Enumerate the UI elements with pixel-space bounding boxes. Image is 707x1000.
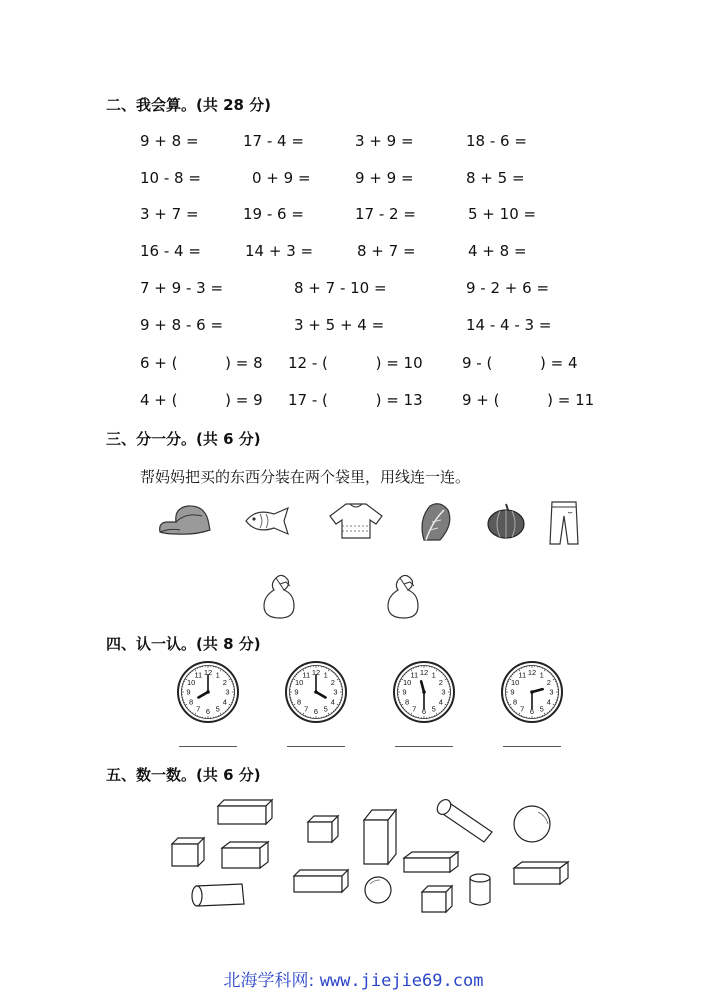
clock-number: 11 xyxy=(410,670,419,680)
clock-number: 7 xyxy=(412,704,417,714)
clock-number: 6 xyxy=(421,707,427,717)
equation: 8 + 7 - 10 = xyxy=(294,279,387,297)
equation: 4 + ( ) = 9 xyxy=(140,391,263,409)
clock-number: 12 xyxy=(419,668,429,678)
sweater-icon[interactable] xyxy=(326,500,386,540)
equation: 7 + 9 - 3 = xyxy=(140,279,224,297)
cuboid-icon xyxy=(364,810,396,864)
clock-icon xyxy=(177,661,239,723)
clock-number: 11 xyxy=(302,670,311,680)
solid-shapes-figure xyxy=(160,792,580,918)
clock-number: 1 xyxy=(431,670,436,680)
clock-number: 2 xyxy=(330,677,335,687)
cuboid-icon xyxy=(294,870,348,892)
clock-number: 4 xyxy=(438,697,443,707)
clock-number: 3 xyxy=(549,687,554,697)
clock-number: 12 xyxy=(527,668,537,678)
clock-number: 5 xyxy=(431,704,436,714)
clock-number: 1 xyxy=(215,670,220,680)
equation: 17 - ( ) = 13 xyxy=(288,391,423,409)
footer-url[interactable]: www.jiejie69.com xyxy=(319,971,484,991)
section-5-title: 五、数一数。(共 6 分) xyxy=(106,766,261,784)
clock-number: 12 xyxy=(311,668,321,678)
cylinder-icon xyxy=(192,884,244,906)
clock-number: 9 xyxy=(294,687,299,697)
clock-icon xyxy=(501,661,563,723)
pants-icon[interactable] xyxy=(548,500,580,546)
section-3-title: 三、分一分。(共 6 分) xyxy=(106,430,261,448)
equation: 9 - 2 + 6 = xyxy=(466,279,550,297)
clock-number: 8 xyxy=(405,697,410,707)
equation: 9 - ( ) = 4 xyxy=(462,354,578,372)
clock-number: 1 xyxy=(539,670,544,680)
clock-number: 3 xyxy=(225,687,230,697)
equation: 4 + 8 = xyxy=(468,242,527,260)
clock-number: 9 xyxy=(186,687,191,697)
equation: 9 + 8 - 6 = xyxy=(140,316,224,334)
equation: 14 - 4 - 3 = xyxy=(466,316,552,334)
footer xyxy=(0,966,707,991)
equation: 17 - 4 = xyxy=(243,132,304,150)
clock-number: 5 xyxy=(539,704,544,714)
clock-number: 3 xyxy=(441,687,446,697)
equation: 3 + 9 = xyxy=(355,132,414,150)
clock-number: 5 xyxy=(215,704,220,714)
clock-number: 8 xyxy=(513,697,518,707)
equation: 8 + 7 = xyxy=(357,242,416,260)
equation: 16 - 4 = xyxy=(140,242,201,260)
clock-number: 4 xyxy=(330,697,335,707)
cube-icon xyxy=(308,816,338,842)
answer-line[interactable] xyxy=(179,746,237,747)
answer-line[interactable] xyxy=(503,746,561,747)
clock-number: 7 xyxy=(196,704,201,714)
equation: 3 + 5 + 4 = xyxy=(294,316,385,334)
clock-number: 7 xyxy=(520,704,525,714)
cuboid-icon xyxy=(218,800,272,824)
equation: 12 - ( ) = 10 xyxy=(288,354,423,372)
equation: 9 + ( ) = 11 xyxy=(462,391,595,409)
clock-number: 6 xyxy=(205,707,211,717)
cuboid-icon xyxy=(222,842,268,868)
equation: 3 + 7 = xyxy=(140,205,199,223)
cylinder-icon xyxy=(434,797,492,842)
clock-number: 4 xyxy=(546,697,551,707)
section-3-instruction: 帮妈妈把买的东西分装在两个袋里，用线连一连。 xyxy=(140,468,471,486)
clock-number: 2 xyxy=(438,677,443,687)
clock-number: 6 xyxy=(529,707,535,717)
equation: 14 + 3 = xyxy=(245,242,314,260)
clock-number: 11 xyxy=(194,670,203,680)
equation: 9 + 8 = xyxy=(140,132,199,150)
clock-number: 8 xyxy=(189,697,194,707)
sphere-icon xyxy=(365,877,391,903)
clock-number: 9 xyxy=(402,687,407,697)
clock-number: 12 xyxy=(203,668,213,678)
cabbage-icon[interactable] xyxy=(416,500,454,544)
equation: 17 - 2 = xyxy=(355,205,416,223)
bag-icon[interactable] xyxy=(380,570,428,622)
equation: 10 - 8 = xyxy=(140,169,201,187)
clock-number: 10 xyxy=(510,677,520,687)
clock-number: 2 xyxy=(222,677,227,687)
equation: 6 + ( ) = 8 xyxy=(140,354,263,372)
equation: 8 + 5 = xyxy=(466,169,525,187)
equation: 18 - 6 = xyxy=(466,132,527,150)
clock-number: 10 xyxy=(402,677,412,687)
equation: 9 + 9 = xyxy=(355,169,414,187)
clock-number: 6 xyxy=(313,707,319,717)
clock-number: 10 xyxy=(294,677,304,687)
equation: 0 + 9 = xyxy=(252,169,311,187)
cylinder-icon xyxy=(470,874,490,905)
clock-number: 3 xyxy=(333,687,338,697)
clock-icon xyxy=(393,661,455,723)
cuboid-icon xyxy=(514,862,568,884)
clock-number: 8 xyxy=(297,697,302,707)
clock-number: 4 xyxy=(222,697,227,707)
clock-number: 1 xyxy=(323,670,328,680)
clock-number: 11 xyxy=(518,670,527,680)
answer-line[interactable] xyxy=(287,746,345,747)
section-2-title: 二、我会算。(共 28 分) xyxy=(106,96,272,114)
equation: 19 - 6 = xyxy=(243,205,304,223)
answer-line[interactable] xyxy=(395,746,453,747)
cube-icon xyxy=(172,838,204,866)
clock-number: 5 xyxy=(323,704,328,714)
fish-icon[interactable] xyxy=(244,506,292,536)
cuboid-icon xyxy=(404,852,458,872)
clock-number: 9 xyxy=(510,687,515,697)
bag-icon[interactable] xyxy=(256,570,304,622)
footer-site: 北海学科网: xyxy=(223,971,315,991)
clock-number: 10 xyxy=(186,677,196,687)
cap-icon[interactable] xyxy=(156,502,214,538)
sphere-icon xyxy=(514,806,550,842)
clock-icon xyxy=(285,661,347,723)
section-4-title: 四、认一认。(共 8 分) xyxy=(106,635,261,653)
clock-number: 7 xyxy=(304,704,309,714)
equation: 5 + 10 = xyxy=(468,205,537,223)
clock-number: 2 xyxy=(546,677,551,687)
cube-icon xyxy=(422,886,452,912)
pumpkin-icon[interactable] xyxy=(486,502,526,540)
